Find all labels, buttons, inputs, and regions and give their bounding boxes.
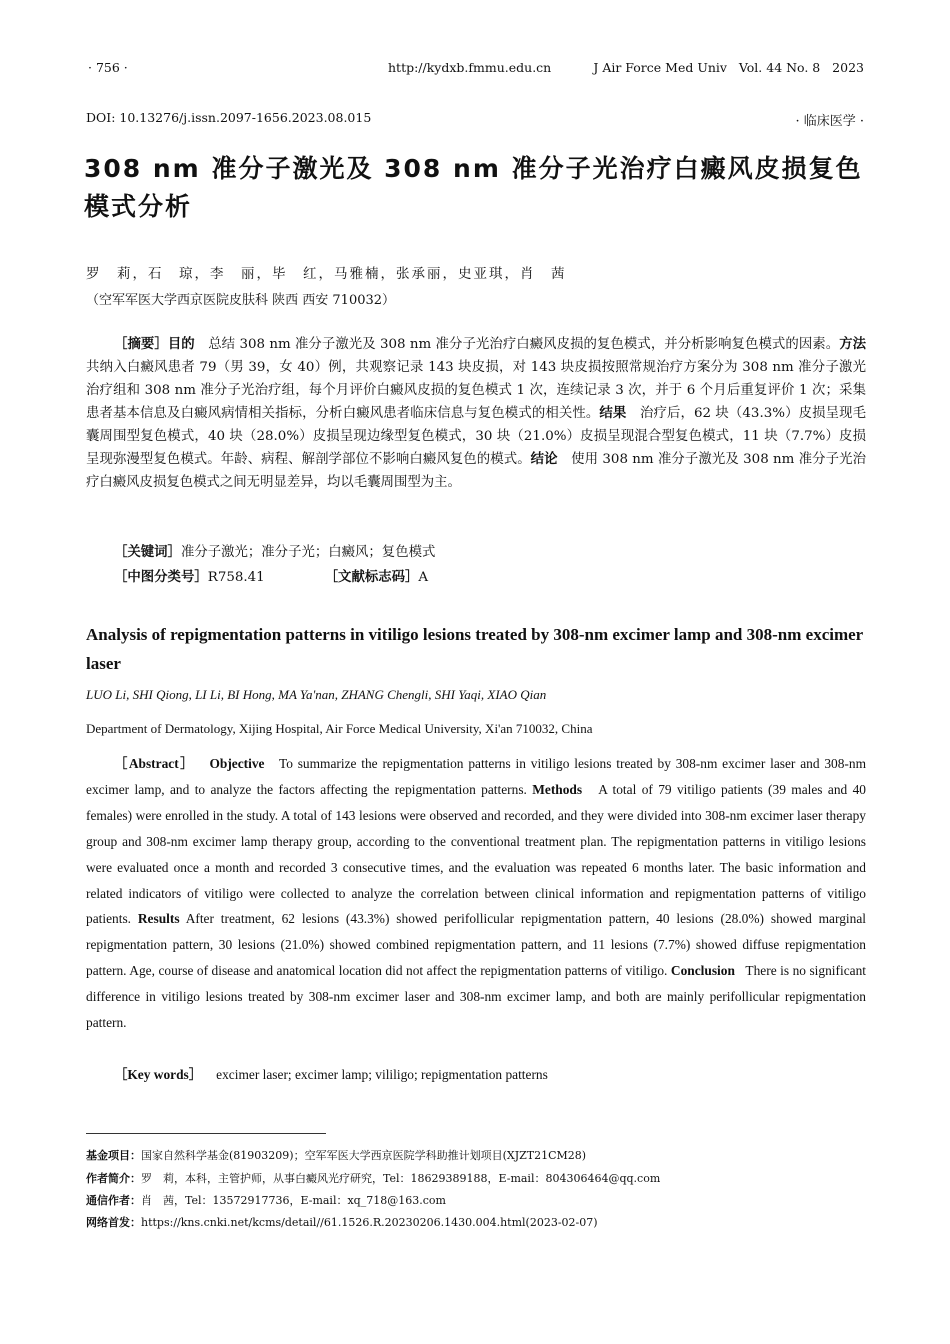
- doc-code: A: [418, 570, 429, 585]
- footnote-label: 作者简介：: [86, 1172, 141, 1185]
- page-number: · 756 ·: [88, 60, 128, 75]
- journal-citation: J Air Force Med Univ Vol. 44 No. 8 2023: [593, 60, 864, 75]
- results-en-text: After treatment, 62 lesions (43.3%) showed perifollicular repigmentation pattern, 40 lesions (28.0%) showed marginal repigmentation pattern, 30 lesions (21.0%) showed combined repigmentation pattern, and 11 lesions (7.7%) showed diffuse repigmentation pattern. Age, course of disease and anatomical location did not affect the repigmentation patterns of vitiligo.: [86, 911, 866, 979]
- footnote-divider: [86, 1133, 326, 1134]
- footnote-text: 国家自然科学基金(81903209)；空军军医大学西京医院学科助推计划项目(XJZT21CM28): [141, 1149, 587, 1162]
- keywords-en-text: excimer laser; excimer lamp; vililigo; repigmentation patterns: [216, 1067, 548, 1082]
- objective-en-label: Objective: [209, 756, 265, 771]
- doc-code-label: ［文献标志码］: [324, 570, 419, 585]
- results-en-label: Results: [137, 911, 180, 927]
- journal-url[interactable]: http://kydxb.fmmu.edu.cn: [388, 60, 552, 75]
- footnote-link[interactable]: https://kns.cnki.net/kcms/detail//61.1526.R.20230206.1430.004.html(2023-02-07): [141, 1216, 598, 1229]
- objective-label: 目的: [167, 337, 195, 352]
- conclusion-text: 使用 308 nm 准分子激光及 308 nm 准分子光治疗白癜风皮损复色模式之间无明显差异，均以毛囊周围型为主。: [86, 452, 867, 490]
- keywords-chinese: [114, 541, 894, 564]
- methods-en-label: Methods: [532, 781, 583, 797]
- objective-en-text: To summarize the repigmentation patterns in vitiligo lesions treated by 308-nm excimer laser and 308-nm excimer lamp, and to analyze the factors affecting the repigmentation patterns.: [86, 756, 867, 797]
- results-label: 结果: [599, 406, 627, 421]
- footnote-text: 罗 莉，本科，主管护师，从事白癜风光疗研究，Tel：18629389188，E-mail：804306464@qq.com: [141, 1172, 661, 1185]
- abstract-en-label: ［Abstract］: [114, 756, 196, 771]
- footnote-author-bio: [86, 1171, 660, 1187]
- keywords-text: 准分子激光；准分子光；白癜风；复色模式: [180, 545, 436, 560]
- title-chinese: 308 nm 准分子激光及 308 nm 准分子光治疗白癜风皮损复色模式分析: [84, 154, 863, 221]
- authors-english: LUO Li, SHI Qiong, LI Li, BI Hong, MA Ya'nan, ZHANG Chengli, SHI Yaqi, XIAO Qian: [86, 687, 547, 702]
- keywords-label: ［关键词］: [114, 545, 181, 560]
- clc-label: ［中图分类号］: [114, 570, 208, 585]
- footnote-label: 基金项目：: [86, 1149, 141, 1162]
- results-text: 治疗后，62 块（43.3%）皮损呈现毛囊周围型复色模式，40 块（28.0%）皮损呈现边缘型复色模式，30 块（21.0%）皮损呈现混合型复色模式，11 块（7.7%）皮损呈现弥漫型复色模式。年龄、病程、解剖学部位不影响白癜风复色的模式。: [86, 406, 867, 467]
- section-label: · 临床医学 ·: [795, 114, 864, 129]
- abstract-label: ［摘要］: [114, 337, 168, 352]
- keywords-en-label: ［Key words］: [114, 1067, 203, 1082]
- methods-label: 方法: [839, 337, 867, 352]
- keywords-english: [114, 1064, 548, 1083]
- abstract-chinese: [86, 333, 866, 494]
- methods-text: 共纳入白癜风患者 79（男 39，女 40）例，共观察记录 143 块皮损，对 143 块皮损按照常规治疗方案分为 308 nm 准分子激光治疗组和 308 nm 准分子光治疗组，每个月评价白癜风皮损的复色模式 1 次，连续记录 3 次，并于 6 个月后重复评价 1 次；采集患者基本信息及白癜风病情相关指标，分析白癜风患者临床信息与复色模式的相关性。: [86, 360, 866, 421]
- authors-chinese: 罗 莉，石 琼，李 丽，毕 红，马雅楠，张承丽，史亚琪，肖 茜: [86, 266, 567, 282]
- footnote-label: 网络首发：: [86, 1216, 141, 1229]
- doi: DOI: 10.13276/j.issn.2097-1656.2023.08.015: [86, 110, 372, 125]
- affiliation-english: Department of Dermatology, Xijing Hospital, Air Force Medical University, Xi'an 710032, China: [86, 721, 593, 736]
- objective-text: 总结 308 nm 准分子激光及 308 nm 准分子光治疗白癜风皮损的复色模式，并分析影响复色模式的因素。: [208, 337, 840, 352]
- footnote-funding: [86, 1148, 586, 1164]
- footnote-corresponding: [86, 1193, 446, 1209]
- affiliation-chinese: （空军军医大学西京医院皮肤科 陕西 西安 710032）: [86, 293, 396, 308]
- title-english: Analysis of repigmentation patterns in vitiligo lesions treated by 308-nm excimer lamp and 308-nm excimer laser: [86, 625, 863, 673]
- classification-line: [114, 566, 428, 585]
- conclusion-en-label: Conclusion: [670, 963, 735, 979]
- conclusion-en-text: There is no significant difference in vitiligo lesions treated by 308-nm excimer laser and 308-nm excimer lamp, and both are mainly perifollicular repigmentation pattern.: [86, 963, 866, 1031]
- methods-en-text: A total of 79 vitiligo patients (39 males and 40 females) were enrolled in the study. A total of 143 lesions were observed and recorded, and they were divided into 308-nm excimer laser therapy group and 308-nm excimer lamp therapy group, according to the conventional treatment plan. The repigmentation patterns in vitiligo lesions were evaluated once a month and recorded 3 consecutive times, and the evaluation was repeated 6 months later. The basic information and related indicators of vitiligo were collected to analyze the correlation between clinical information and repigmentation patterns of vitiligo patients.: [86, 781, 866, 927]
- footnote-text: 肖 茜，Tel：13572917736，E-mail：xq_718@163.com: [141, 1194, 446, 1207]
- clc-code: R758.41: [207, 570, 265, 585]
- footnote-online-first: [86, 1215, 598, 1231]
- footnote-label: 通信作者：: [86, 1194, 141, 1207]
- conclusion-label: 结论: [530, 452, 558, 467]
- abstract-english: [86, 751, 866, 1036]
